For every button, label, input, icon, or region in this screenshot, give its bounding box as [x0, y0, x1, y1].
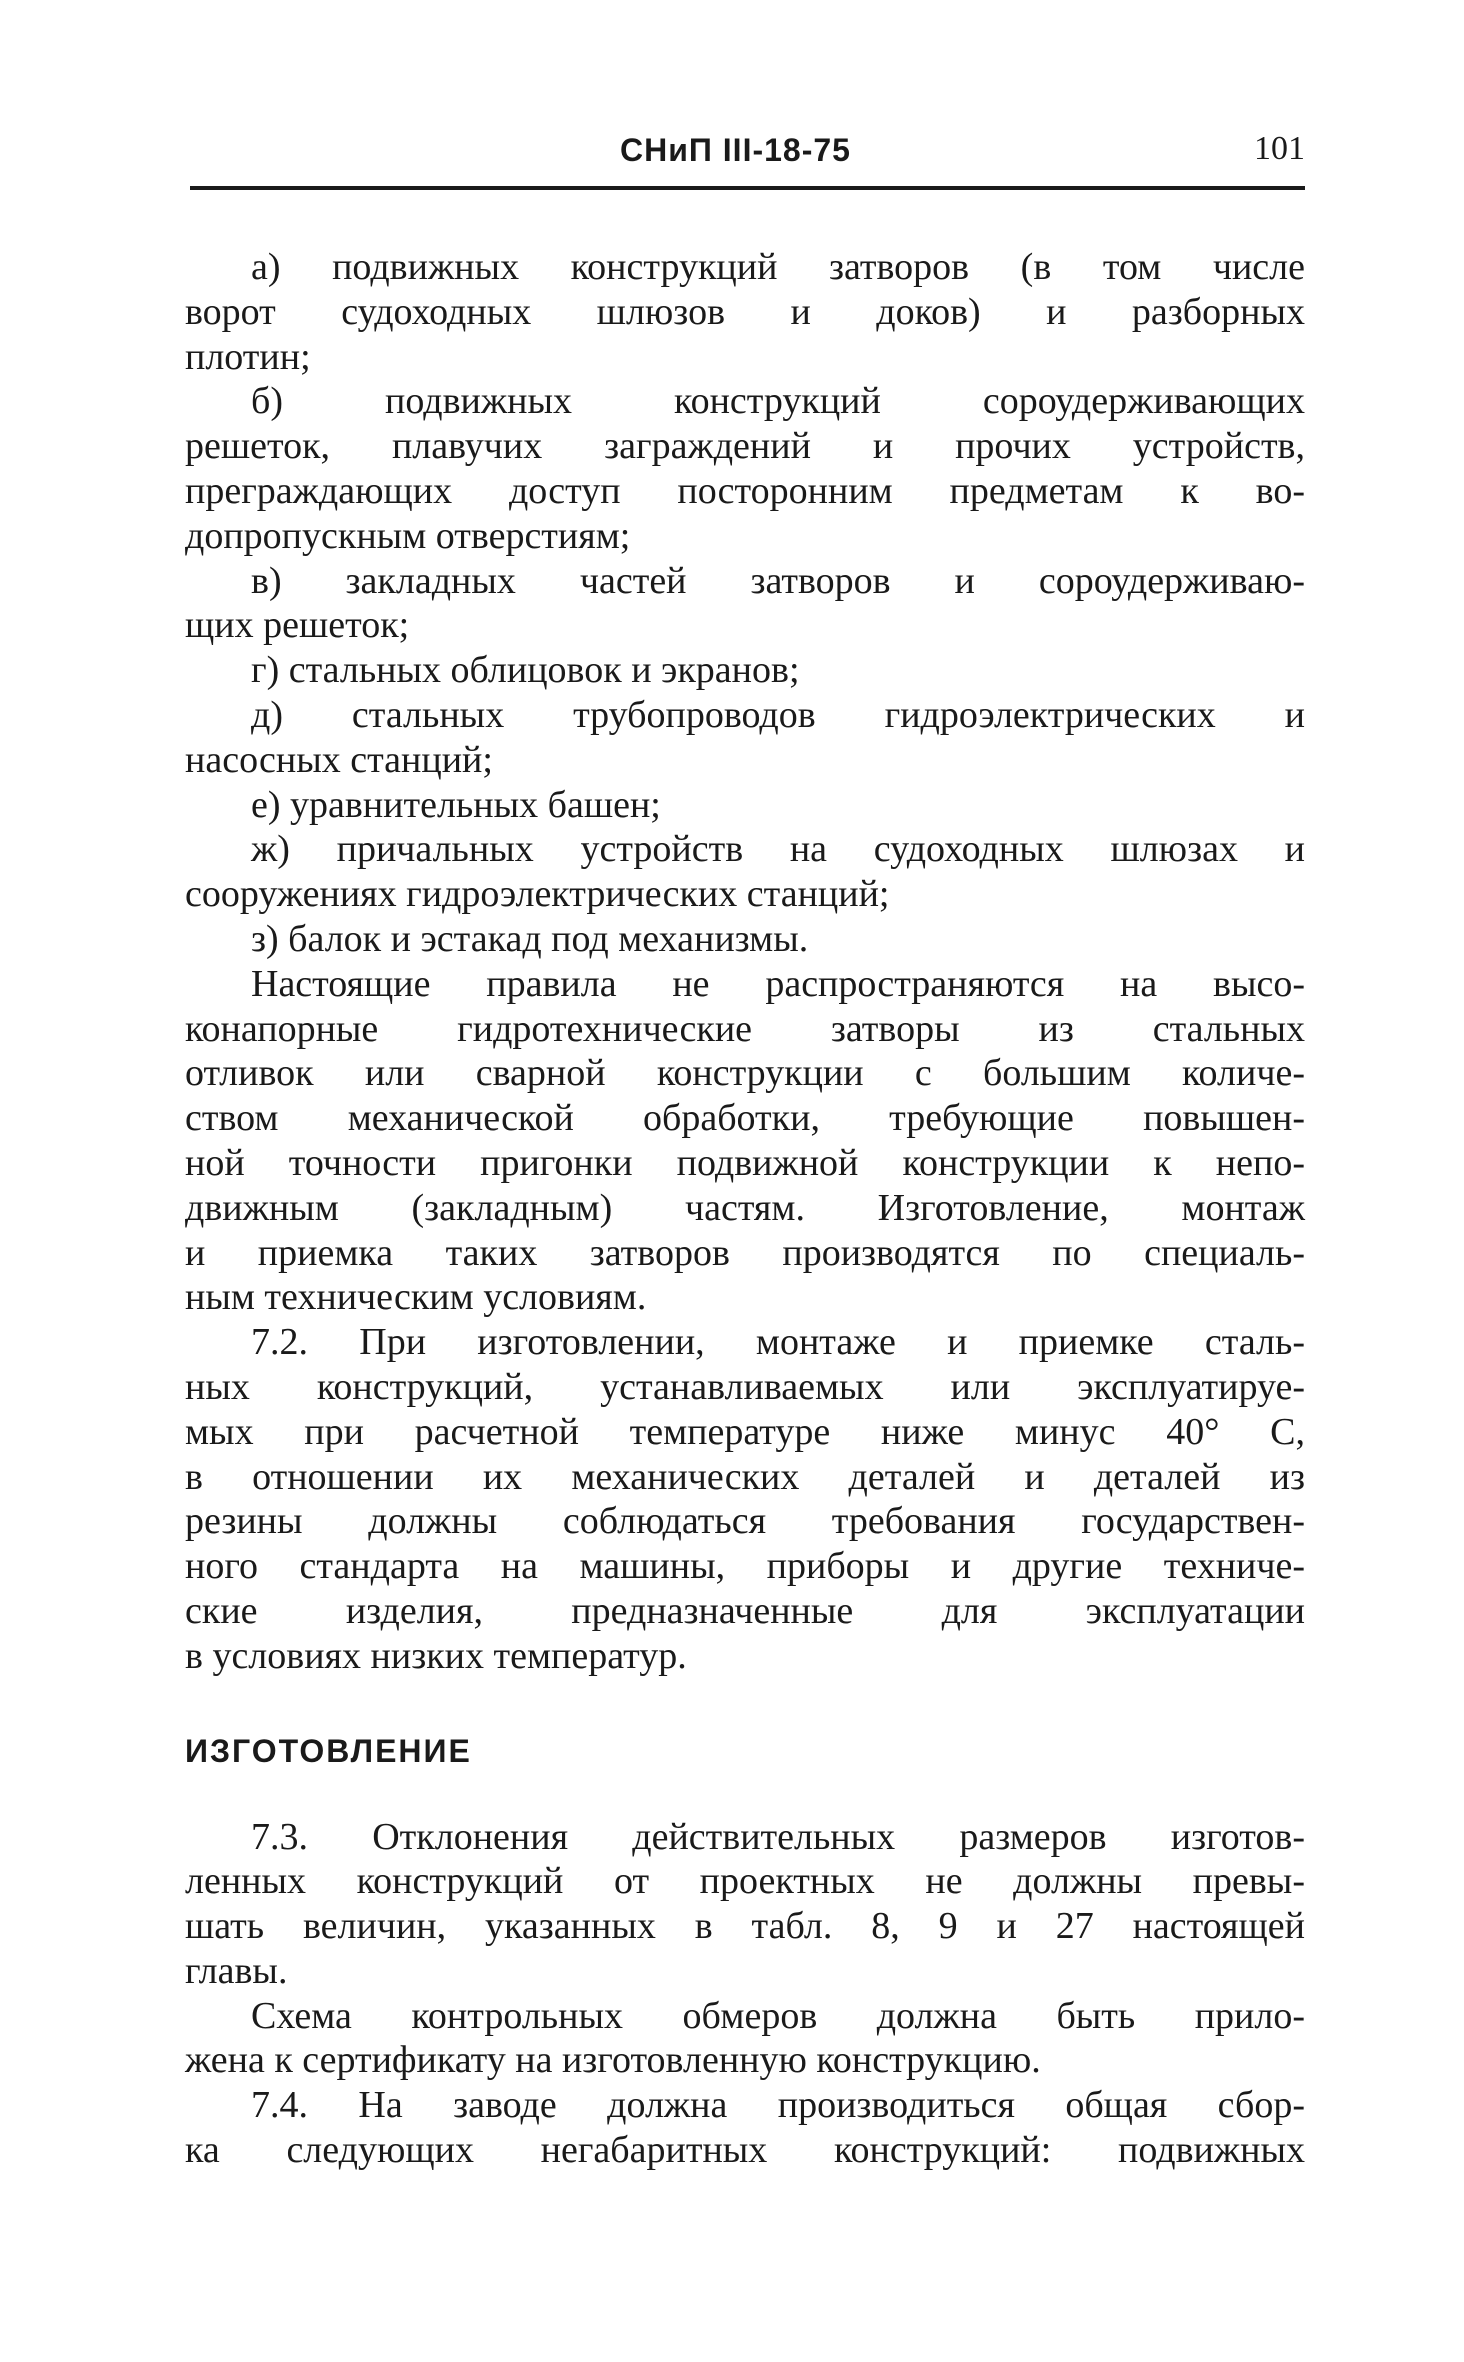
text-line: ленных конструкций от проектных не должны превы- [185, 1860, 1305, 1903]
text-line: движным (закладным) частям. Изготовление, монтаж [185, 1186, 1305, 1229]
text-line: ворот судоходных шлюзов и доков) и разборных [185, 290, 1305, 333]
text-line: преграждающих доступ посторонним предметам к во- [185, 469, 1305, 512]
text-line: 7.2. При изготовлении, монтаже и приемке сталь- [251, 1321, 1305, 1364]
text-line: б) подвижных конструкций сороудерживающих [251, 380, 1305, 423]
text-line: з) балок и эстакад под механизмы. [251, 917, 809, 960]
list-item-g [185, 648, 1305, 693]
text-line: сооружениях гидроэлектрических станций; [185, 873, 890, 916]
text-line: главы. [185, 1949, 288, 1992]
text-line: а) подвижных конструкций затворов (в том числе [251, 246, 1305, 288]
page-number: 101 [1254, 130, 1305, 167]
text-line: решеток, плавучих заграждений и прочих устройств, [185, 425, 1305, 468]
text-line: ские изделия, предназначенные для эксплуатации [185, 1589, 1305, 1632]
text-line: в отношении их механических деталей и деталей из [185, 1455, 1305, 1498]
list-item-a [185, 245, 1305, 379]
page-body [185, 245, 1305, 2173]
page-header [190, 128, 1305, 188]
text-line: мых при расчетной температуре ниже минус 40° С, [185, 1410, 1305, 1453]
list-item-z [185, 917, 1305, 962]
section-heading: ИЗГОТОВЛЕНИЕ [185, 1732, 472, 1769]
text-line: плотин; [185, 335, 311, 378]
text-line: ка следующих негабаритных конструкций: подвижных [185, 2129, 1305, 2172]
header-rule [190, 186, 1305, 190]
text-line: Схема контрольных обмеров должна быть прило- [251, 1994, 1305, 2037]
list-item-e [185, 783, 1305, 828]
text-line: отливок или сварной конструкции с большим количе- [185, 1052, 1305, 1095]
text-line: насосных станций; [185, 738, 493, 781]
paragraph-7-3 [185, 1815, 1305, 1994]
text-line: г) стальных облицовок и экранов; [251, 649, 800, 692]
text-line: и приемка таких затворов производятся по специаль- [185, 1231, 1305, 1274]
text-line: щих решеток; [185, 604, 410, 647]
text-line: ных конструкций, устанавливаемых или эксплуатируе- [185, 1365, 1305, 1408]
paragraph-7-2 [185, 1320, 1305, 1678]
text-line: ного стандарта на машины, приборы и другие техниче- [185, 1545, 1305, 1588]
list-item-b [185, 379, 1305, 558]
paragraph-7-4 [185, 2083, 1305, 2173]
text-line: ным техническим условиям. [185, 1276, 647, 1319]
text-line: шать величин, указанных в табл. 8, 9 и 27 настоящей [185, 1905, 1305, 1948]
text-line: ж) причальных устройств на судоходных шлюзах и [251, 828, 1305, 871]
paragraph-exclusions [185, 962, 1305, 1320]
text-line: жена к сертификату на изготовленную конструкцию. [185, 2039, 1041, 2082]
text-line: 7.3. Отклонения действительных размеров изготов- [251, 1815, 1305, 1858]
text-line: в условиях низких температур. [185, 1634, 687, 1677]
text-line: 7.4. На заводе должна производиться общая сбор- [251, 2084, 1305, 2127]
text-line: допропускным отверстиям; [185, 514, 631, 557]
text-line: ной точности пригонки подвижной конструкции к непо- [185, 1141, 1305, 1184]
text-line: ством механической обработки, требующие повышен- [185, 1097, 1305, 1140]
list-item-v [185, 559, 1305, 649]
text-line: д) стальных трубопроводов гидроэлектрических и [251, 693, 1305, 736]
text-line: е) уравнительных башен; [251, 783, 661, 826]
text-line: конапорные гидротехнические затворы из стальных [185, 1007, 1305, 1050]
text-line: резины должны соблюдаться требования государствен- [185, 1500, 1305, 1543]
document-code: СНиП III-18-75 [620, 132, 851, 168]
list-item-d [185, 693, 1305, 783]
text-line: Настоящие правила не распространяются на высо- [251, 962, 1305, 1005]
paragraph-control-scheme [185, 1994, 1305, 2084]
list-item-zh [185, 827, 1305, 917]
text-line: в) закладных частей затворов и сороудерживаю- [251, 559, 1305, 602]
